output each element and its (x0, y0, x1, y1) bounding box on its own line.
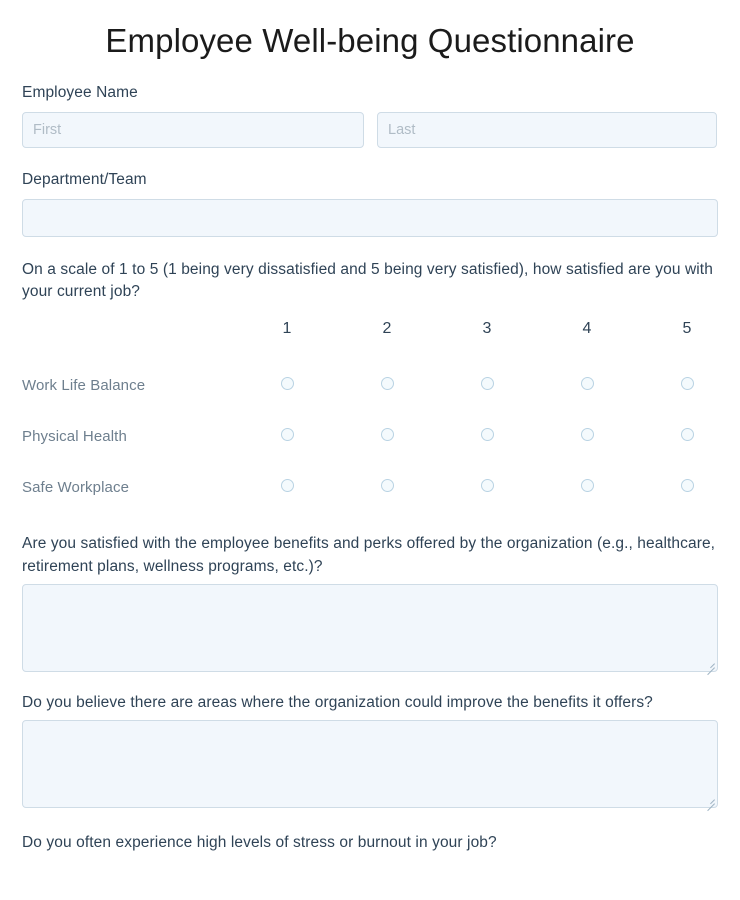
matrix-column-header-5: 5 (682, 320, 692, 338)
radio-button[interactable] (581, 479, 594, 492)
improvement-question-group (22, 692, 718, 808)
department-field-group (22, 170, 718, 237)
resize-handle-icon[interactable] (704, 658, 715, 669)
matrix-cell-work-life-balance-3[interactable] (437, 360, 537, 411)
department-input[interactable] (22, 199, 718, 237)
radio-button[interactable] (281, 479, 294, 492)
matrix-cell-safe-workplace-1[interactable] (237, 462, 337, 513)
matrix-cell-work-life-balance-2[interactable] (337, 360, 437, 411)
benefits-question-group (22, 533, 718, 671)
matrix-cell-safe-workplace-2[interactable] (337, 462, 437, 513)
radio-button[interactable] (381, 377, 394, 390)
employee-name-inputs (22, 112, 718, 148)
matrix-cell-physical-health-2[interactable] (337, 411, 437, 462)
radio-button[interactable] (681, 428, 694, 441)
matrix-cell-physical-health-5[interactable] (637, 411, 737, 462)
satisfaction-matrix (22, 319, 737, 513)
radio-button[interactable] (581, 377, 594, 390)
matrix-cell-safe-workplace-3[interactable] (437, 462, 537, 513)
matrix-cell-work-life-balance-5[interactable] (637, 360, 737, 411)
matrix-column-header-3: 3 (482, 320, 492, 338)
matrix-corner-cell (22, 319, 237, 360)
benefits-question-text: Are you satisfied with the employee benefits and perks offered by the organization (e.g., healthcare, retirement plans, wellness programs, etc.)? (22, 535, 716, 575)
satisfaction-question-text: On a scale of 1 to 5 (1 being very dissatisfied and 5 being very satisfied), how satisfied are you with your current job? (22, 261, 713, 301)
improvement-question-text: Do you believe there are areas where the organization could improve the benefits it offers? (22, 693, 653, 711)
radio-button[interactable] (481, 479, 494, 492)
radio-button[interactable] (281, 377, 294, 390)
matrix-row-label-physical-health: Physical Health (22, 428, 127, 446)
matrix-cell-safe-workplace-4[interactable] (537, 462, 637, 513)
matrix-cell-physical-health-1[interactable] (237, 411, 337, 462)
radio-button[interactable] (381, 428, 394, 441)
improvement-answer-textarea[interactable] (22, 720, 718, 808)
matrix-column-header-4: 4 (582, 320, 592, 338)
radio-button[interactable] (281, 428, 294, 441)
employee-name-label: Employee Name (22, 84, 138, 102)
matrix-cell-physical-health-3[interactable] (437, 411, 537, 462)
matrix-cell-physical-health-4[interactable] (537, 411, 637, 462)
matrix-row-label-safe-workplace: Safe Workplace (22, 479, 130, 497)
radio-button[interactable] (381, 479, 394, 492)
stress-question-text: Do you often experience high levels of stress or burnout in your job? (22, 833, 497, 851)
matrix-cell-safe-workplace-5[interactable] (637, 462, 737, 513)
matrix-column-header-2: 2 (382, 320, 392, 338)
matrix-header-row (22, 319, 737, 360)
radio-button[interactable] (481, 377, 494, 390)
matrix-cell-work-life-balance-4[interactable] (537, 360, 637, 411)
employee-name-field-group (22, 83, 718, 148)
matrix-row (22, 411, 737, 462)
radio-button[interactable] (581, 428, 594, 441)
department-label: Department/Team (22, 171, 147, 189)
benefits-answer-textarea[interactable] (22, 584, 718, 672)
stress-question-group (22, 832, 718, 854)
radio-button[interactable] (681, 479, 694, 492)
page-title: Employee Well-being Questionnaire (105, 22, 635, 59)
radio-button[interactable] (481, 428, 494, 441)
matrix-row-label-work-life-balance: Work Life Balance (22, 377, 146, 395)
resize-handle-icon[interactable] (704, 794, 715, 805)
matrix-row (22, 462, 737, 513)
matrix-cell-work-life-balance-1[interactable] (237, 360, 337, 411)
matrix-row (22, 360, 737, 411)
radio-button[interactable] (681, 377, 694, 390)
satisfaction-matrix-group (22, 259, 718, 513)
matrix-column-header-1: 1 (282, 320, 292, 338)
first-name-input[interactable] (22, 112, 364, 148)
last-name-input[interactable] (377, 112, 717, 148)
